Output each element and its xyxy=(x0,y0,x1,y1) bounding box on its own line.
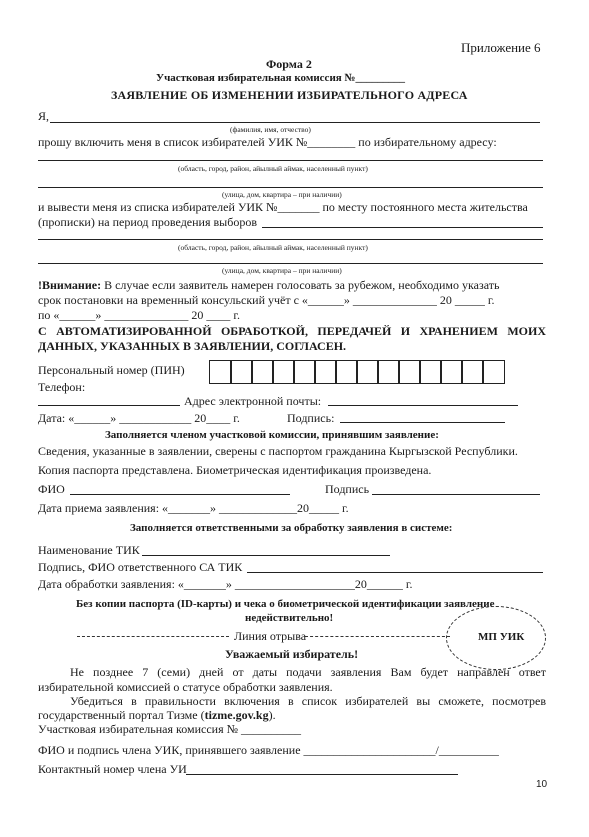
pin-box[interactable] xyxy=(335,360,358,384)
exclude-line-2: (прописки) на период проведения выборов xyxy=(38,215,257,229)
signature-field[interactable] xyxy=(340,422,505,423)
commission-signature-label: Подпись xyxy=(325,482,370,496)
signature-label: Подпись: xyxy=(287,411,335,425)
notice-p2-line-1: Убедиться в правильности включения в список избирателей вы сможете, посмотрев xyxy=(70,694,546,708)
region-caption-2: (область, город, район, айылный аймак, населенный пункт) xyxy=(178,243,368,252)
commission-signature-field[interactable] xyxy=(372,494,540,495)
portal-text: государственный портал Тизме ( xyxy=(38,708,205,722)
pin-box[interactable] xyxy=(314,360,337,384)
notice-greeting: Уважаемый избиратель! xyxy=(225,647,359,661)
pin-box[interactable] xyxy=(461,360,484,384)
consent-line-2: ДАННЫХ, УКАЗАННЫХ В ЗАЯВЛЕНИИ, СОГЛАСЕН. xyxy=(38,339,347,353)
contact-label: Контактный номер члена УИ xyxy=(38,762,187,776)
commission-heading: Заполняется членом участковой комиссии, принявшим заявление: xyxy=(105,429,439,441)
system-heading: Заполняется ответственными за обработку заявления в системе: xyxy=(130,522,453,534)
tear-line-left xyxy=(77,636,229,637)
fio-field[interactable] xyxy=(50,122,540,123)
appendix-label: Приложение 6 xyxy=(461,40,541,55)
attention-line-1 xyxy=(38,278,499,293)
pin-box[interactable] xyxy=(419,360,442,384)
pin-box[interactable] xyxy=(293,360,316,384)
pin-label: Персональный номер (ПИН) xyxy=(38,363,185,377)
warning-line-2: недействительно! xyxy=(245,612,334,624)
commission-line-2: Копия паспорта представлена. Биометрическая идентификация произведена. xyxy=(38,463,432,477)
pin-box[interactable] xyxy=(440,360,463,384)
fio-caption: (фамилия, имя, отчество) xyxy=(230,125,311,134)
fio-label: ФИО xyxy=(38,482,65,496)
street-caption: (улица, дом, квартира – при наличии) xyxy=(222,190,342,199)
tik-sign-label: Подпись, ФИО ответственного СА ТИК xyxy=(38,560,243,574)
phone-field[interactable] xyxy=(38,405,180,406)
commission-line-1: Сведения, указанные в заявлении, сверены с паспортом гражданина Кыргызской Республики. xyxy=(38,444,518,458)
address-region-field[interactable] xyxy=(38,160,543,161)
date-label: Дата: «______» ____________ 20____ г. xyxy=(38,411,240,425)
tik-label: Наименование ТИК xyxy=(38,543,140,557)
notice-p2-line-2 xyxy=(38,708,276,723)
exclude-line-1: и вывести меня из списка избирателей УИК №_______ по месту постоянного места жительства xyxy=(38,200,528,214)
commission-fio-field[interactable] xyxy=(70,494,290,495)
page-number: 10 xyxy=(536,779,548,790)
email-field[interactable] xyxy=(328,405,518,406)
warning-line-1: Без копии паспорта (ID-карты) и чека о биометрической идентификации заявление xyxy=(76,598,495,610)
request-line: прошу включить меня в список избирателей УИК №________ по избирательному адресу: xyxy=(38,135,497,149)
reception-date-label: Дата приема заявления: «_______» _____________20_____ г. xyxy=(38,501,349,515)
pin-box[interactable] xyxy=(230,360,253,384)
notice-p1-line-1: Не позднее 7 (семи) дней от даты подачи заявления Вам будет направлен ответ xyxy=(70,665,546,679)
processing-date-label: Дата обработки заявления: «_______» ____________________20______ г. xyxy=(38,577,413,591)
pin-box[interactable] xyxy=(251,360,274,384)
notice-commission: Участковая избирательная комиссия № __________ xyxy=(38,722,302,736)
pin-box[interactable] xyxy=(356,360,379,384)
address-street-field[interactable] xyxy=(38,187,543,188)
residence-region-field[interactable] xyxy=(38,239,543,240)
region-caption: (область, город, район, айылный аймак, населенный пункт) xyxy=(178,164,368,173)
commission-number: Участковая избирательная комиссия №_________ xyxy=(156,72,406,84)
stamp-label: МП УИК xyxy=(478,631,525,643)
tear-line-label: Линия отрыва xyxy=(234,629,307,643)
tik-field[interactable] xyxy=(142,555,390,556)
pin-box[interactable] xyxy=(482,360,505,384)
page-title: ЗАЯВЛЕНИЕ ОБ ИЗМЕНЕНИИ ИЗБИРАТЕЛЬНОГО АДРЕСА xyxy=(111,88,468,102)
consent-line-1: С АВТОМАТИЗИРОВАННОЙ ОБРАБОТКОЙ, ПЕРЕДАЧЕЙ И ХРАНЕНИЕМ МОИХ xyxy=(38,324,546,338)
attention-text: В случае если заявитель намерен голосовать за рубежом, необходимо указать xyxy=(101,278,500,292)
notice-p1-line-2: избирательной комиссией о статусе обработки заявления. xyxy=(38,680,333,694)
member-label: ФИО и подпись члена УИК, принявшего заявление ______________________/__________ xyxy=(38,743,499,757)
pin-box[interactable] xyxy=(398,360,421,384)
exclude-period-field[interactable] xyxy=(262,227,543,228)
pin-box[interactable] xyxy=(377,360,400,384)
pin-box[interactable] xyxy=(272,360,295,384)
attention-line-2: срок постановки на временный консульский учёт с «______» ______________ 20 _____ г. xyxy=(38,293,495,307)
attention-line-3: по «______» ______________ 20 ____ г. xyxy=(38,308,240,322)
residence-street-field[interactable] xyxy=(38,263,543,264)
portal-text-end: ). xyxy=(268,708,276,722)
tik-sign-field[interactable] xyxy=(247,572,543,573)
phone-label: Телефон: xyxy=(38,380,86,394)
tear-line-right xyxy=(305,636,450,637)
email-label: Адрес электронной почты: xyxy=(184,394,322,408)
portal-link[interactable]: tizme.gov.kg xyxy=(204,708,269,722)
street-caption-2: (улица, дом, квартира – при наличии) xyxy=(222,266,342,275)
form-number: Форма 2 xyxy=(266,57,312,71)
ya-label: Я, xyxy=(38,109,50,123)
pin-box[interactable] xyxy=(209,360,232,384)
attention-bold: !Внимание: xyxy=(38,278,102,292)
contact-field[interactable] xyxy=(186,774,458,775)
